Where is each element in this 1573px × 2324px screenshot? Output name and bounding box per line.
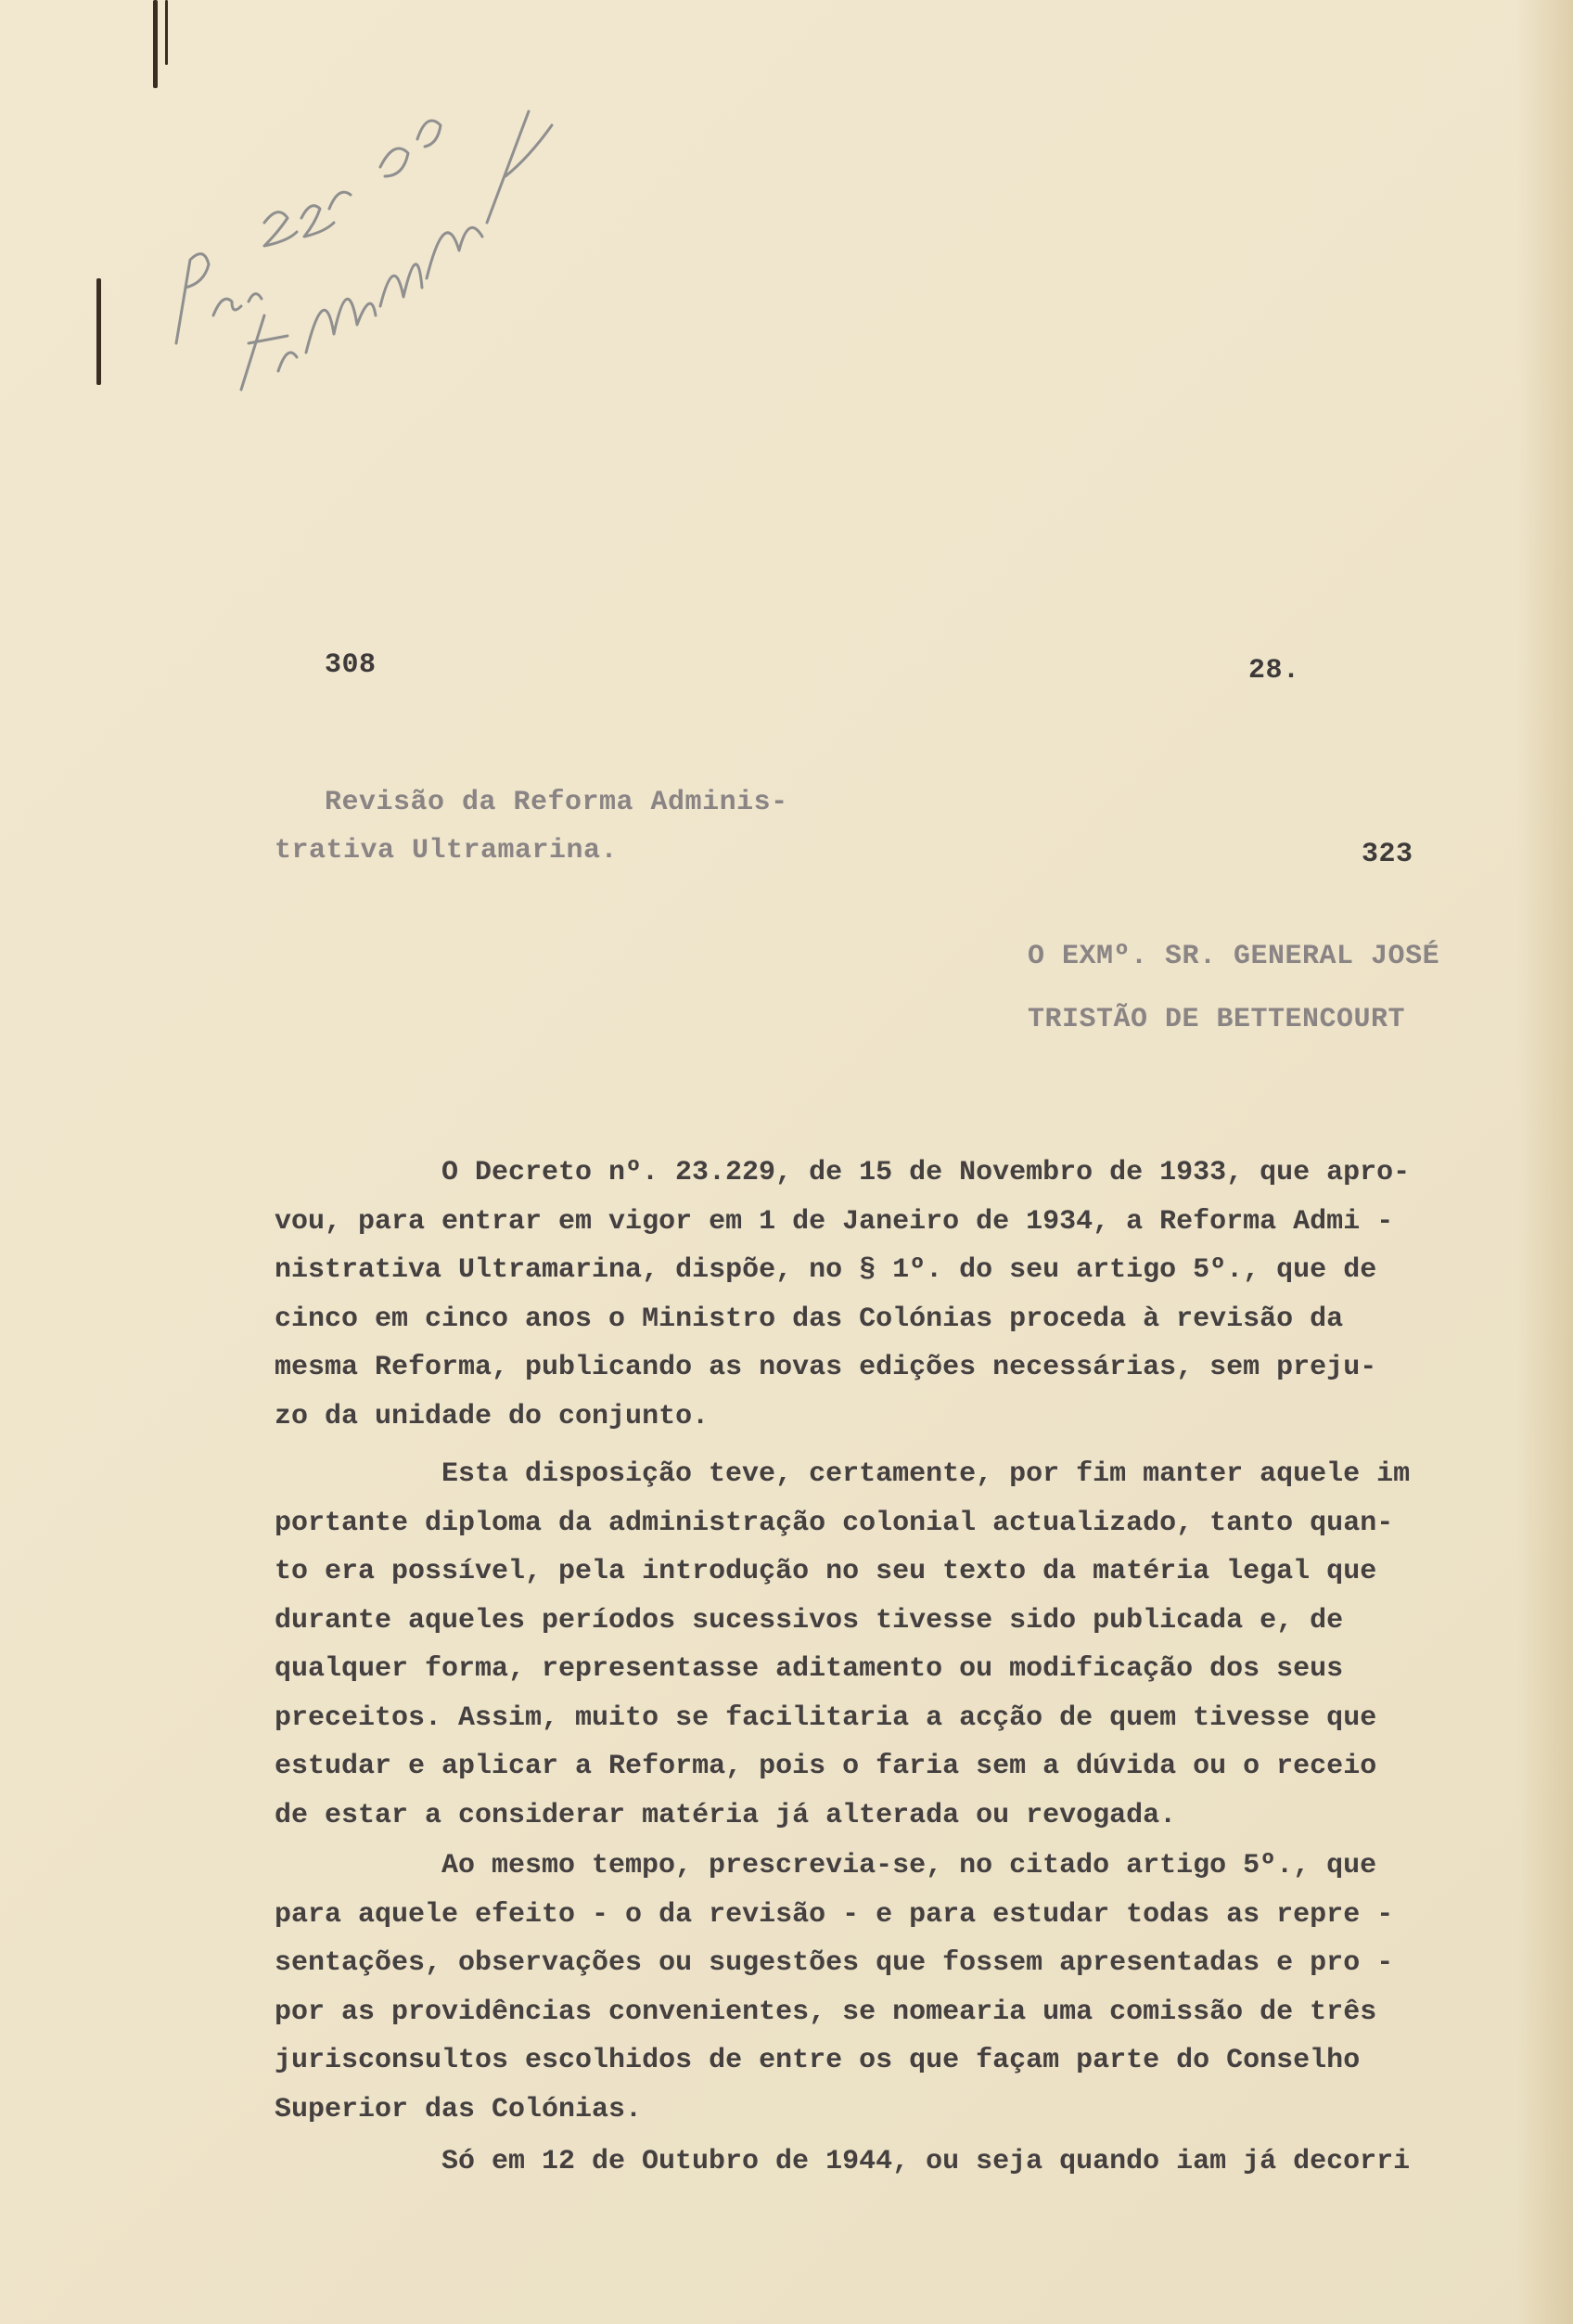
reference-number-left: 308 [325,649,377,681]
text-line: Só em 12 de Outubro de 1944, ou seja quando iam já decorri [441,2146,1411,2177]
text-line: portante diploma da administração colonial actualizado, tanto quan- [275,1507,1394,1539]
text-line: de estar a considerar matéria já alterada ou revogada. [275,1799,1177,1831]
text-line: qualquer forma, representasse aditamento ou modificação dos seus [275,1653,1344,1685]
subject-line-1: Revisão da Reforma Adminis- [325,787,788,818]
text-line: mesma Reforma, publicando as novas edições necessárias, sem preju- [275,1352,1377,1383]
text-line: Superior das Colónias. [275,2093,643,2125]
text-line: to era possível, pela introdução no seu texto da matéria legal que [275,1556,1377,1587]
text-line: estudar e aplicar a Reforma, pois o faria sem a dúvida ou o receio [275,1751,1377,1782]
text-line: preceitos. Assim, muito se facilitaria a acção de quem tivesse que [275,1701,1377,1734]
paragraph-2 [275,1450,1508,1840]
page-edge-shadow [1517,0,1573,2324]
text-line: zo da unidade do conjunto. [275,1400,710,1432]
text-line: sentações, observações ou sugestões que fossem apresentadas e pro - [275,1947,1394,1979]
text-line: Ao mesmo tempo, prescrevia-se, no citado artigo 5º., que [441,1850,1377,1881]
paragraph-3 [275,1842,1508,2134]
page-number: 323 [1362,839,1413,870]
text-line: cinco em cinco anos o Ministro das Colónias proceda à revisão da [275,1303,1344,1335]
binding-mark-left [96,278,101,385]
addressee-line-2: TRISTÃO DE BETTENCOURT [1028,1004,1406,1035]
handwritten-annotation-icon [139,37,584,399]
text-line: jurisconsultos escolhidos de entre os que façam parte do Conselho [275,2045,1361,2076]
paragraph-1 [275,1149,1508,1441]
text-line: durante aqueles períodos sucessivos tivesse sido publicada e, de [275,1604,1344,1637]
addressee-line-1: O EXMº. SR. GENERAL JOSÉ [1028,941,1440,972]
text-line: nistrativa Ultramarina, dispõe, no § 1º. do seu artigo 5º., que de [275,1254,1377,1286]
text-line: Esta disposição teve, certamente, por fim manter aquele im [441,1458,1411,1490]
text-line: vou, para entrar em vigor em 1 de Janeiro de 1934, a Reforma Admi - [275,1205,1394,1238]
text-line: O Decreto nº. 23.229, de 15 de Novembro de 1933, que apro- [441,1157,1411,1188]
paragraph-4 [275,2138,1508,2187]
text-line: para aquele efeito - o da revisão - e para estudar todas as repre - [275,1898,1394,1931]
subject-line-2: trativa Ultramarina. [275,835,619,867]
text-line: por as providências convenientes, se nomearia uma comissão de três [275,1996,1377,2028]
reference-number-right: 28. [1248,655,1300,687]
